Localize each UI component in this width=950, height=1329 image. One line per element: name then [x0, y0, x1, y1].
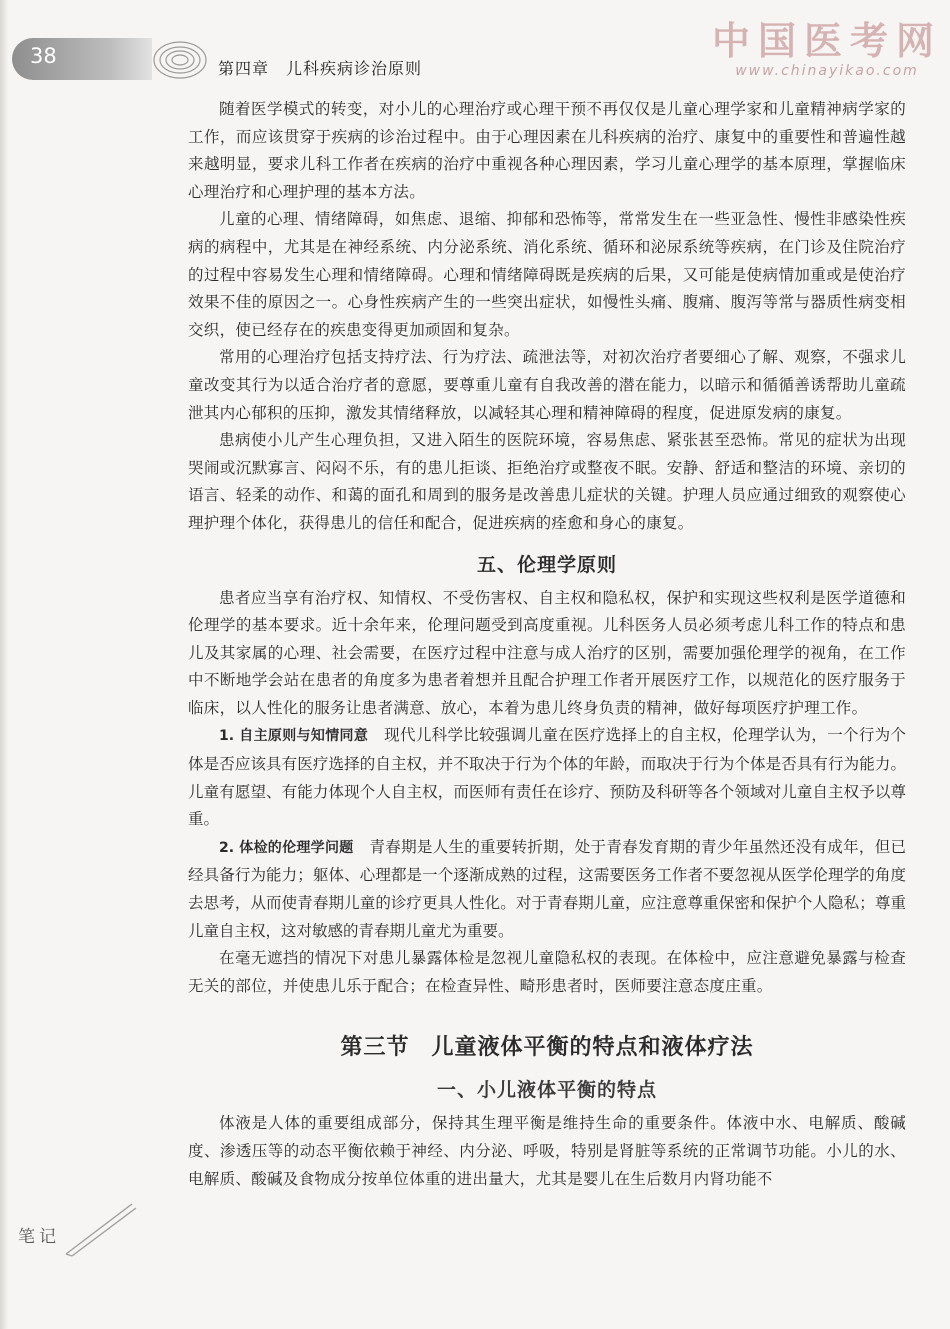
body-paragraph: 随着医学模式的转变，对小儿的心理治疗或心理干预不再仅仅是儿童心理学家和儿童精神病学家的工作，而应该贯穿于疾病的诊治过程中。由于心理因素在儿科疾病的治疗、康复中的重要性和普遍性越来越明显，要求儿科工作者在疾病的治疗中重视各种心理因素，学习儿童心理学的基本原理，掌握临床心理治疗和心理护理的基本方法。 [188, 100, 906, 201]
main-text-column [188, 96, 906, 1193]
section-title: 儿童液体平衡的特点和液体疗法 [431, 1035, 754, 1061]
exam-privacy-paragraph: 在毫无遮挡的情况下对患儿暴露体检是忽视儿童隐私权的表现。在体检中，应注意避免暴露与检查无关的部位，并使患儿乐于配合；在检查异性、畸形患者时，医师要注意态度庄重。 [188, 949, 906, 995]
section-number: 第三节 [340, 1035, 410, 1061]
body-paragraph: 患病使小儿产生心理负担，又进入陌生的医院环境，容易焦虑、紧张甚至恐怖。常见的症状为出现哭闹或沉默寡言、闷闷不乐，有的患儿拒谈、拒绝治疗或整夜不眠。安静、舒适和整洁的环境、亲切的语言、轻柔的动作、和蔼的面孔和周到的服务是改善患儿症状的关键。护理人员应通过细致的观察使心理护理个体化，获得患儿的信任和配合，促进疾病的痊愈和身心的康复。 [188, 431, 906, 532]
page-gutter-shadow [0, 0, 8, 1329]
numbered-item-autonomy [188, 722, 906, 833]
body-paragraph: 儿童的心理、情绪障碍，如焦虑、退缩、抑郁和恐怖等，常常发生在一些亚急性、慢性非感染性疾病的病程中，尤其是在神经系统、内分泌系统、消化系统、循环和泌尿系统等疾病，在门诊及住院治疗的过程中容易发生心理和情绪障碍。心理和情绪障碍既是疾病的后果，又可能是使病情加重或是使治疗效果不佳的原因之一。心身性疾病产生的一些突出症状，如慢性头痛、腹痛、腹泻等常与器质性病变相交织，使已经存在的疾患变得更加顽固和复杂。 [188, 210, 906, 339]
item-text-exam-ethics: 青春期是人生的重要转折期，处于青春发育期的青少年虽然还没有成年，但已经具备行为能力；躯体、心理都是一个逐渐成熟的过程，这需要医务工作者不要忽视从医学伦理学的角度去思考，从而使青春期儿童的诊疗更具人性化。对于青春期儿童，应注意尊重保密和保护个人隐私；尊重儿童自主权，这对敏感的青春期儿童尤为重要。 [188, 837, 906, 940]
item-lead-autonomy: 1. 自主原则与知情同意 [219, 728, 369, 745]
watermark-url: www.chinayikao.com [735, 63, 919, 79]
page-number: 38 [30, 44, 57, 68]
numbered-item-exam-ethics [188, 834, 906, 945]
ethics-intro-paragraph: 患者应当享有治疗权、知情权、不受伤害权、自主权和隐私权，保护和实现这些权利是医学道德和伦理学的基本要求。近十余年来，伦理问题受到高度重视。儿科医务人员必须考虑儿科工作的特点和患儿及其家属的心理、社会需要，在医疗过程中注意与成人治疗的区别，需要加强伦理学的视角，在工作中不断地学会站在患者的角度多为患者着想并且配合护理工作者开展医疗工作，以规范化的医疗服务于临床，以人性化的服务让患者满意、放心，本着为患儿终身负责的精神，做好每项医疗护理工作。 [188, 588, 906, 717]
pen-icon [60, 1198, 140, 1258]
section-heading [188, 1030, 906, 1061]
ethics-heading: 五、伦理学原则 [476, 553, 617, 576]
site-watermark [712, 10, 942, 79]
swirl-decoration-icon [150, 32, 220, 84]
item-lead-exam-ethics: 2. 体检的伦理学问题 [219, 839, 354, 856]
chapter-title: 第四章 儿科疾病诊治原则 [218, 59, 423, 78]
fluid-balance-heading: 一、小儿液体平衡的特点 [436, 1079, 657, 1102]
body-paragraph: 常用的心理治疗包括支持疗法、行为疗法、疏泄法等，对初次治疗者要细心了解、观察，不强求儿童改变其行为以适合治疗者的意愿，要尊重儿童有自我改善的潜在能力，以暗示和循循善诱帮助儿童疏泄其内心郁积的压抑，激发其情绪释放，以减轻其心理和精神障碍的程度，促进原发病的康复。 [188, 348, 906, 422]
fluid-paragraph: 体液是人体的重要组成部分，保持其生理平衡是维持生命的重要条件。体液中水、电解质、酸碱度、渗透压等的动态平衡依赖于神经、内分泌、呼吸，特别是肾脏等系统的正常调节功能。小儿的水、电解质、酸碱及食物成分按单位体重的进出量大，尤其是婴儿在生后数月内肾功能不 [188, 1114, 906, 1188]
watermark-logo-text: 中国医考网 [711, 19, 942, 63]
notes-margin-label: 笔记 [18, 1227, 60, 1247]
item-text-autonomy: 现代儿科学比较强调儿童在医疗选择上的自主权，伦理学认为，一个行为个体是否应该具有医疗选择的自主权，并不取决于行为个体的年龄，而取决于行为个体是否具有行为能力。儿童有愿望、有能力体现个人自主权，而医师有责任在诊疗、预防及科研等各个领域对儿童自主权予以尊重。 [188, 726, 906, 829]
